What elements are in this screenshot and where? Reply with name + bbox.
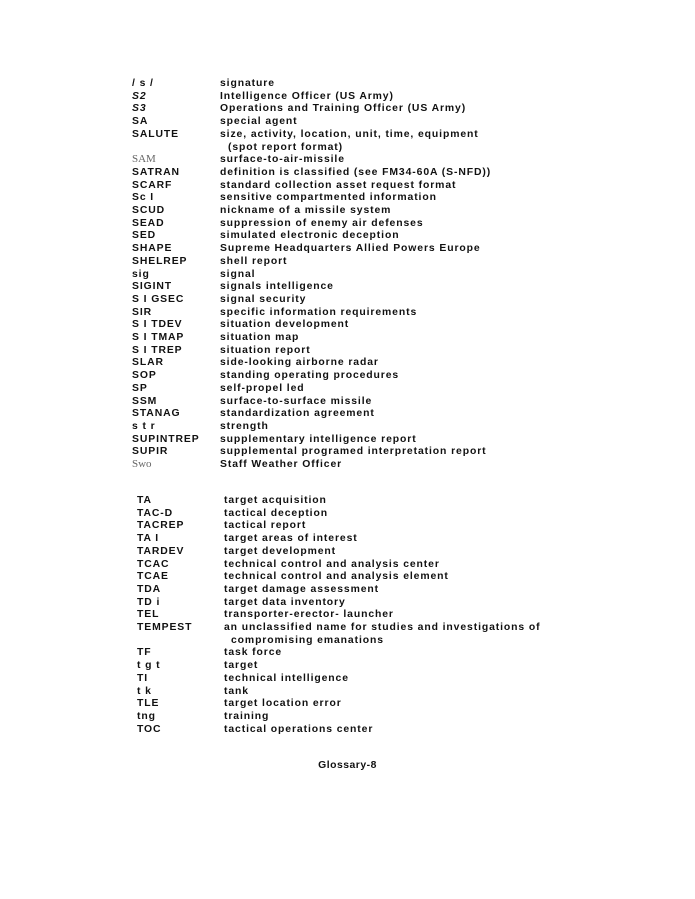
- glossary-entry: [0, 583, 695, 596]
- glossary-entry: [0, 153, 695, 166]
- glossary-entry: [0, 102, 695, 115]
- glossary-definition: signal security: [220, 293, 307, 305]
- glossary-term: S2: [132, 90, 147, 102]
- glossary-definition: target data inventory: [224, 596, 346, 608]
- glossary-entry: [0, 685, 695, 698]
- glossary-term: SHAPE: [132, 243, 173, 255]
- glossary-definition: self-propel led: [220, 382, 305, 394]
- glossary-entry: [0, 344, 695, 357]
- glossary-term: S I TDEV: [132, 319, 183, 331]
- glossary-definition: standard collection asset request format: [220, 179, 457, 191]
- glossary-entry: [0, 356, 695, 369]
- glossary-term: SP: [132, 382, 148, 394]
- glossary-term: S3: [132, 103, 147, 115]
- glossary-entry-continuation: [0, 141, 695, 154]
- glossary-entry: [0, 558, 695, 571]
- glossary-definition: nickname of a missile system: [220, 205, 392, 216]
- glossary-entry: [0, 519, 695, 532]
- glossary-entry: [0, 77, 695, 90]
- glossary-entry: [0, 532, 695, 545]
- glossary-definition: target damage assessment: [224, 583, 380, 595]
- glossary-definition: Operations and Training Officer (US Army): [220, 103, 467, 115]
- glossary-entry: [0, 217, 695, 230]
- glossary-term: TA: [137, 495, 152, 506]
- glossary-entry: [0, 242, 695, 255]
- glossary-definition: Supreme Headquarters Allied Powers Europe: [220, 243, 481, 255]
- glossary-definition: situation report: [220, 344, 311, 356]
- glossary-term: t g t: [137, 660, 161, 672]
- glossary-definition: target: [224, 660, 259, 672]
- glossary-entry: [0, 369, 695, 382]
- glossary-term: sig: [132, 268, 150, 280]
- glossary-term: SOP: [132, 370, 157, 382]
- glossary-term: SIGINT: [132, 281, 173, 293]
- glossary-definition: target areas of interest: [224, 533, 358, 545]
- glossary-definition: signature: [220, 78, 275, 89]
- glossary-entry: [0, 204, 695, 217]
- glossary-entry: [0, 621, 695, 634]
- glossary-definition: special agent: [220, 116, 298, 128]
- glossary-term: / s /: [132, 78, 154, 89]
- glossary-entry: [0, 395, 695, 408]
- glossary-term: S I GSEC: [132, 293, 185, 305]
- glossary-term: SALUTE: [132, 128, 179, 140]
- glossary-definition: technical control and analysis center: [224, 558, 440, 570]
- glossary-entry: [0, 646, 695, 659]
- glossary-term: SIR: [132, 306, 153, 318]
- glossary-term: SATRAN: [132, 166, 180, 178]
- glossary-term: TI: [137, 672, 149, 684]
- glossary-entry: [0, 280, 695, 293]
- glossary-term: TCAE: [137, 571, 169, 583]
- glossary-term: SCARF: [132, 179, 173, 191]
- glossary-entry: [0, 331, 695, 344]
- glossary-entry: [0, 382, 695, 395]
- glossary-entry: [0, 420, 695, 433]
- glossary-definition: size, activity, location, unit, time, equipment: [220, 128, 479, 140]
- glossary-term: SA: [132, 116, 149, 128]
- glossary-entry: [0, 306, 695, 319]
- glossary-entry: [0, 608, 695, 621]
- glossary-definition-continuation: (spot report format): [228, 141, 343, 153]
- glossary-entry: [0, 445, 695, 458]
- glossary-term: STANAG: [132, 408, 181, 420]
- glossary-term: TACREP: [137, 520, 185, 532]
- glossary-definition: tactical operations center: [224, 723, 374, 735]
- glossary-entry: [0, 179, 695, 192]
- glossary-entry: [0, 293, 695, 306]
- glossary-definition: suppression of enemy air defenses: [220, 217, 424, 229]
- glossary-term: SUPINTREP: [132, 433, 200, 445]
- glossary-definition-continuation: compromising emanations: [231, 634, 384, 646]
- glossary-term: TARDEV: [137, 545, 185, 557]
- glossary-term: TD i: [137, 596, 161, 608]
- glossary-entry: [0, 723, 695, 736]
- glossary-term: SAM: [132, 153, 156, 166]
- glossary-definition: situation map: [220, 332, 300, 343]
- glossary-entry: [0, 659, 695, 672]
- glossary-term: TF: [137, 647, 152, 659]
- glossary-entry: [0, 90, 695, 103]
- glossary-term: S I TREP: [132, 344, 183, 356]
- glossary-definition: signals intelligence: [220, 281, 334, 293]
- glossary-definition: sensitive compartmented information: [220, 192, 437, 204]
- glossary-definition: training: [224, 710, 270, 722]
- glossary-entry: [0, 494, 695, 507]
- glossary-entry: [0, 697, 695, 710]
- glossary-term: s t r: [132, 420, 156, 432]
- glossary-entry: [0, 458, 695, 471]
- glossary-definition: side-looking airborne radar: [220, 357, 379, 369]
- glossary-definition: shell report: [220, 255, 288, 267]
- glossary-definition: target development: [224, 545, 337, 557]
- glossary-entry: [0, 433, 695, 446]
- glossary-entry: [0, 318, 695, 331]
- glossary-term: TA I: [137, 533, 160, 545]
- glossary-entry: [0, 710, 695, 723]
- glossary-entry: [0, 166, 695, 179]
- glossary-definition: target acquisition: [224, 495, 327, 506]
- glossary-definition: technical control and analysis element: [224, 571, 449, 583]
- glossary-entry: [0, 407, 695, 420]
- glossary-entry: [0, 115, 695, 128]
- glossary-definition: tank: [224, 685, 249, 697]
- glossary-definition: an unclassified name for studies and investigations of: [224, 622, 541, 633]
- glossary-entry: [0, 672, 695, 685]
- glossary-entry: [0, 545, 695, 558]
- glossary-term: TLE: [137, 698, 160, 710]
- glossary-definition: standing operating procedures: [220, 370, 400, 382]
- glossary-entry: [0, 255, 695, 268]
- glossary-entry: [0, 596, 695, 609]
- glossary-term: tng: [137, 710, 156, 722]
- glossary-term: SED: [132, 230, 157, 242]
- glossary-definition: task force: [224, 647, 283, 659]
- glossary-entry: [0, 128, 695, 141]
- glossary-entry: [0, 191, 695, 204]
- glossary-entry: [0, 507, 695, 520]
- glossary-definition: Intelligence Officer (US Army): [220, 90, 394, 102]
- glossary-term: TAC-D: [137, 507, 174, 519]
- glossary-term: SHELREP: [132, 255, 188, 267]
- glossary-definition: Staff Weather Officer: [220, 459, 343, 470]
- glossary-term: SEAD: [132, 217, 165, 229]
- glossary-term: SCUD: [132, 205, 166, 216]
- glossary-definition: situation development: [220, 319, 350, 331]
- glossary-definition: definition is classified (see FM34-60A (S-NFD)): [220, 166, 492, 178]
- glossary-definition: surface-to-air-missile: [220, 154, 345, 166]
- glossary-definition: signal: [220, 268, 256, 280]
- glossary-definition: specific information requirements: [220, 306, 418, 318]
- glossary-definition: technical intelligence: [224, 672, 349, 684]
- glossary-definition: supplementary intelligence report: [220, 433, 417, 445]
- glossary-term: TEMPEST: [137, 622, 193, 633]
- glossary-term: TEL: [137, 609, 160, 621]
- glossary-definition: transporter-erector- launcher: [224, 609, 394, 621]
- glossary-definition: standardization agreement: [220, 408, 375, 420]
- glossary-definition: simulated electronic deception: [220, 230, 400, 242]
- glossary-term: t k: [137, 685, 152, 697]
- glossary-term: TDA: [137, 583, 162, 595]
- glossary-term: SLAR: [132, 357, 164, 369]
- glossary-entry: [0, 229, 695, 242]
- glossary-definition: tactical deception: [224, 507, 328, 519]
- glossary-term: Sc I: [132, 192, 155, 204]
- glossary-definition: tactical report: [224, 520, 307, 532]
- glossary-definition: supplemental programed interpretation report: [220, 446, 487, 458]
- glossary-term: S I TMAP: [132, 332, 185, 343]
- glossary-term: SUPIR: [132, 446, 169, 458]
- glossary-term: TCAC: [137, 558, 170, 570]
- glossary-definition: strength: [220, 420, 269, 432]
- glossary-entry: [0, 268, 695, 281]
- glossary-term: Swo: [132, 458, 152, 470]
- glossary-definition: target location error: [224, 698, 342, 710]
- glossary-entry-continuation: [0, 634, 695, 647]
- glossary-entry: [0, 570, 695, 583]
- glossary-definition: surface-to-surface missile: [220, 395, 373, 407]
- page-footer: Glossary-8: [318, 760, 377, 771]
- glossary-term: SSM: [132, 395, 158, 407]
- glossary-term: TOC: [137, 723, 162, 735]
